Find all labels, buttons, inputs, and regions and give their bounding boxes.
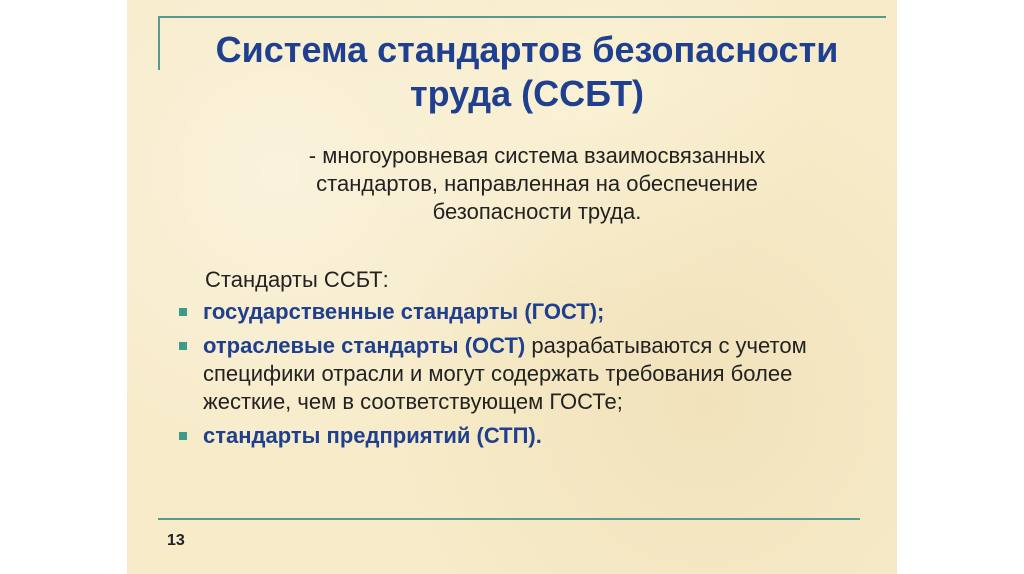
page-number: 13 bbox=[167, 532, 185, 549]
slide bbox=[127, 0, 897, 574]
square-bullet-icon bbox=[179, 432, 187, 440]
list-item bbox=[171, 332, 851, 416]
standards-list bbox=[171, 298, 851, 456]
bottom-divider bbox=[158, 518, 860, 520]
top-divider bbox=[158, 16, 886, 18]
list-item bbox=[171, 298, 851, 326]
left-divider bbox=[158, 16, 160, 70]
item-term: отраслевые стандарты (ОСТ) bbox=[203, 333, 526, 358]
list-heading: Стандарты ССБТ: bbox=[205, 267, 389, 292]
square-bullet-icon bbox=[179, 342, 187, 350]
item-term: государственные стандарты (ГОСТ); bbox=[203, 299, 605, 324]
list-item bbox=[171, 422, 851, 450]
definition-text: - многоуровневая система взаимосвязанных стандартов, направленная на обеспечение безопасности труда. bbox=[308, 143, 766, 224]
square-bullet-icon bbox=[179, 308, 187, 316]
slide-title: Система стандартов безопасности труда (ССБТ) bbox=[215, 29, 839, 114]
item-term: стандарты предприятий (СТП). bbox=[203, 423, 542, 448]
item-text: разрабатываются с учетом специфики отрасли и могут содержать требования более жесткие, чем в соответствующем ГОСТе; bbox=[203, 333, 807, 414]
